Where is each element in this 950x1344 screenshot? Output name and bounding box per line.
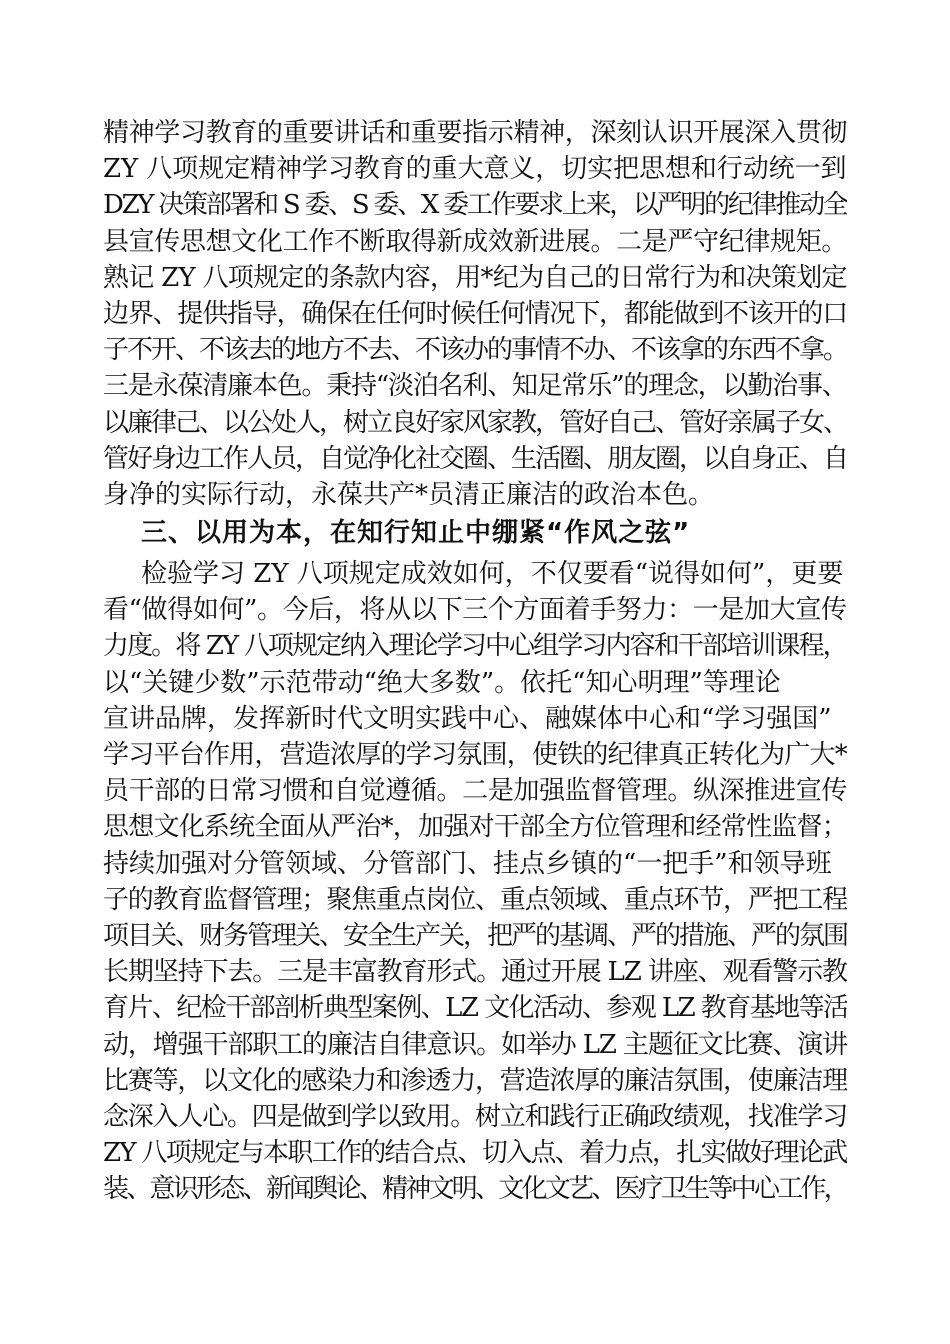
text-line: 持续加强对分管领域、分管部门、挂点乡镇的“一把手”和领导班 bbox=[103, 848, 832, 879]
text-line: 员干部的日常习惯和自觉遵循。二是加强监督管理。纵深推进宣传 bbox=[103, 776, 847, 807]
text-line: 育片、纪检干部剖析典型案例、LZ 文化活动、参观 LZ 教育基地等活 bbox=[103, 993, 847, 1024]
text-line: 项目关、财务管理关、安全生产关，把严的基调、严的措施、严的氛围 bbox=[103, 921, 847, 951]
text-line: 力度。将 ZY 八项规定纳入理论学习中心组学习内容和干部培训课程， bbox=[103, 631, 847, 662]
text-line: ZY 八项规定与本职工作的结合点、切入点、着力点，扎实做好理论武 bbox=[103, 1138, 847, 1169]
text-line: 管好身边工作人员，自觉净化社交圈、生活圈、朋友圈，以自身正、自 bbox=[103, 443, 847, 474]
text-line: 念深入人心。四是做到学以致用。树立和践行正确政绩观，找准学习 bbox=[103, 1102, 847, 1132]
text-line: 以“关键少数”示范带动“绝大多数”。依托“知心明理”等理论 bbox=[103, 667, 781, 698]
text-line: 检验学习 ZY 八项规定成效如何，不仅要看“说得如何”，更要 bbox=[141, 559, 844, 589]
text-line: 长期坚持下去。三是丰富教育形式。通过开展 LZ 讲座、观看警示教 bbox=[103, 957, 847, 988]
text-line: 三是永葆清廉本色。秉持“淡泊名利、知足常乐”的理念，以勤治事、 bbox=[103, 371, 847, 402]
text-line: 精神学习教育的重要讲话和重要指示精神，深刻认识开展深入贯彻 bbox=[103, 118, 847, 148]
text-line: 装、意识形态、新闻舆论、精神文明、文化文艺、医疗卫生等中心工作， bbox=[103, 1174, 847, 1205]
text-line: 看“做得如何”。今后，将从以下三个方面着手努力：一是加大宣传 bbox=[103, 595, 847, 626]
text-line: ZY 八项规定精神学习教育的重大意义，切实把思想和行动统一到 bbox=[103, 154, 847, 185]
text-line: 比赛等，以文化的感染力和渗透力，营造浓厚的廉洁氛围，使廉洁理 bbox=[103, 1065, 847, 1096]
text-line: 学习平台作用，营造浓厚的学习氛围，使铁的纪律真正转化为广大* bbox=[103, 740, 847, 770]
text-line: 边界、提供指导，确保在任何时候任何情况下，都能做到不该开的口 bbox=[103, 299, 847, 329]
text-line: 宣讲品牌，发挥新时代文明实践中心、融媒体中心和“学习强国” bbox=[103, 703, 832, 734]
text-line: 子的教育监督管理；聚焦重点岗位、重点领域、重点环节，严把工程 bbox=[103, 884, 847, 915]
section-heading: 三、以用为本，在知行知止中绷紧“作风之弦” bbox=[141, 518, 691, 548]
text-line: 子不开、不该去的地方不去、不该办的事情不办、不该拿的东西不拿。 bbox=[103, 335, 847, 366]
text-line: 熟记 ZY 八项规定的条款内容，用*纪为自己的日常行为和决策划定 bbox=[103, 262, 847, 293]
text-line: 以廉律己、以公处人，树立良好家风家教，管好自己、管好亲属子女、 bbox=[103, 407, 847, 438]
text-line: 身净的实际行动，永葆共产*员清正廉洁的政治本色。 bbox=[103, 480, 715, 510]
text-line: 动，增强干部职工的廉洁自律意识。如举办 LZ 主题征文比赛、演讲 bbox=[103, 1029, 847, 1060]
text-line: 思想文化系统全面从严治*，加强对干部全方位管理和经常性监督； bbox=[103, 812, 847, 843]
text-line: 县宣传思想文化工作不断取得新成效新进展。二是严守纪律规矩。 bbox=[103, 226, 847, 257]
text-line: DZY 决策部署和 S 委、S 委、X 委工作要求上来，以严明的纪律推动全 bbox=[103, 190, 847, 221]
